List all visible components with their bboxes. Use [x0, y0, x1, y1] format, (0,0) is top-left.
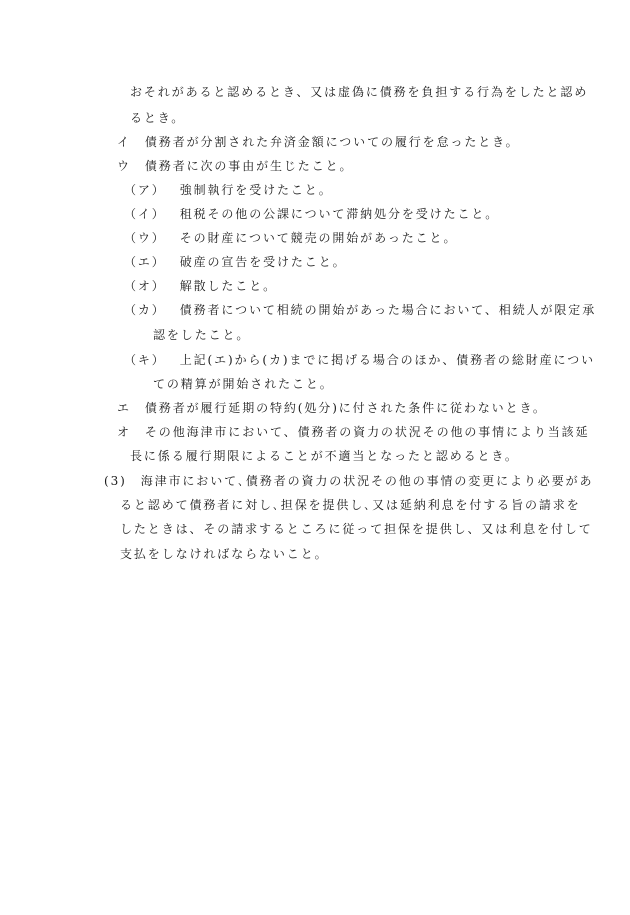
item-marker: オ: [117, 425, 131, 439]
item-ee: [117, 400, 547, 416]
item-text: 債務者が履行延期の特約(処分)に付された条件に従わないとき。: [144, 401, 547, 415]
item-i: [117, 134, 520, 150]
subitem-text: 強制執行を受けたこと。: [179, 183, 333, 197]
text-line-2: るとき。: [130, 111, 186, 125]
subitem-ka-cont: 認をしたこと。: [153, 328, 251, 342]
text-line-1: おそれがあると認めるとき、又は虚偽に債務を負担する行為をしたと認め: [130, 85, 589, 99]
subitem-e: [124, 254, 347, 270]
subitem-ki-cont: ての精算が開始されたこと。: [153, 377, 334, 391]
subitem-marker: （エ）: [124, 255, 166, 269]
item-text: その他海津市において、債務者の資力の状況その他の事情により当該延: [144, 425, 590, 439]
paragraph-number: (3): [104, 474, 127, 488]
paragraph-3: [104, 473, 593, 489]
item-marker: イ: [117, 135, 131, 149]
paragraph-3-line-3: したときは、その請求するところに従って担保を提供し、又は利息を付して: [120, 522, 593, 536]
subitem-text: その財産について競売の開始があったこと。: [179, 231, 458, 245]
item-marker: ウ: [117, 159, 131, 173]
subitem-o: [124, 278, 277, 294]
subitem-marker: （オ）: [124, 279, 166, 293]
paragraph-3-line-4: 支払をしなければならないこと。: [120, 547, 329, 561]
subitem-marker: （ウ）: [124, 231, 166, 245]
subitem-text: 上記(エ)から(カ)までに掲げる場合のほか、債務者の総財産につい: [179, 353, 595, 367]
subitem-text: 破産の宣告を受けたこと。: [179, 255, 347, 269]
item-oo: [117, 424, 589, 440]
subitem-ka: [124, 302, 596, 318]
item-marker: エ: [117, 401, 131, 415]
subitem-marker: （キ）: [124, 353, 166, 367]
item-oo-cont: 長に係る履行期限によることが不適当となったと認めるとき。: [130, 449, 519, 463]
item-text: 債務者に次の事由が生じたこと。: [144, 159, 354, 173]
item-u: [117, 158, 353, 174]
subitem-marker: （カ）: [124, 303, 166, 317]
subitem-text: 債務者について相続の開始があった場合において、相続人が限定承: [179, 303, 597, 317]
subitem-ki: [124, 352, 595, 368]
subitem-marker: （ア）: [124, 183, 166, 197]
subitem-marker: （イ）: [124, 207, 166, 221]
subitem-ii: [124, 206, 499, 222]
subitem-uu: [124, 230, 457, 246]
subitem-a: [124, 182, 333, 198]
item-text: 債務者が分割された弁済金額についての履行を怠ったとき。: [144, 135, 520, 149]
paragraph-3-line-2: ると認めて債務者に対し､担保を提供し､又は延納利息を付する旨の請求を: [120, 498, 581, 512]
subitem-text: 解散したこと。: [179, 279, 278, 293]
subitem-text: 租税その他の公課について滞納処分を受けたこと。: [179, 207, 500, 221]
paragraph-text: 海津市において､債務者の資力の状況その他の事情の変更により必要があ: [140, 474, 594, 488]
